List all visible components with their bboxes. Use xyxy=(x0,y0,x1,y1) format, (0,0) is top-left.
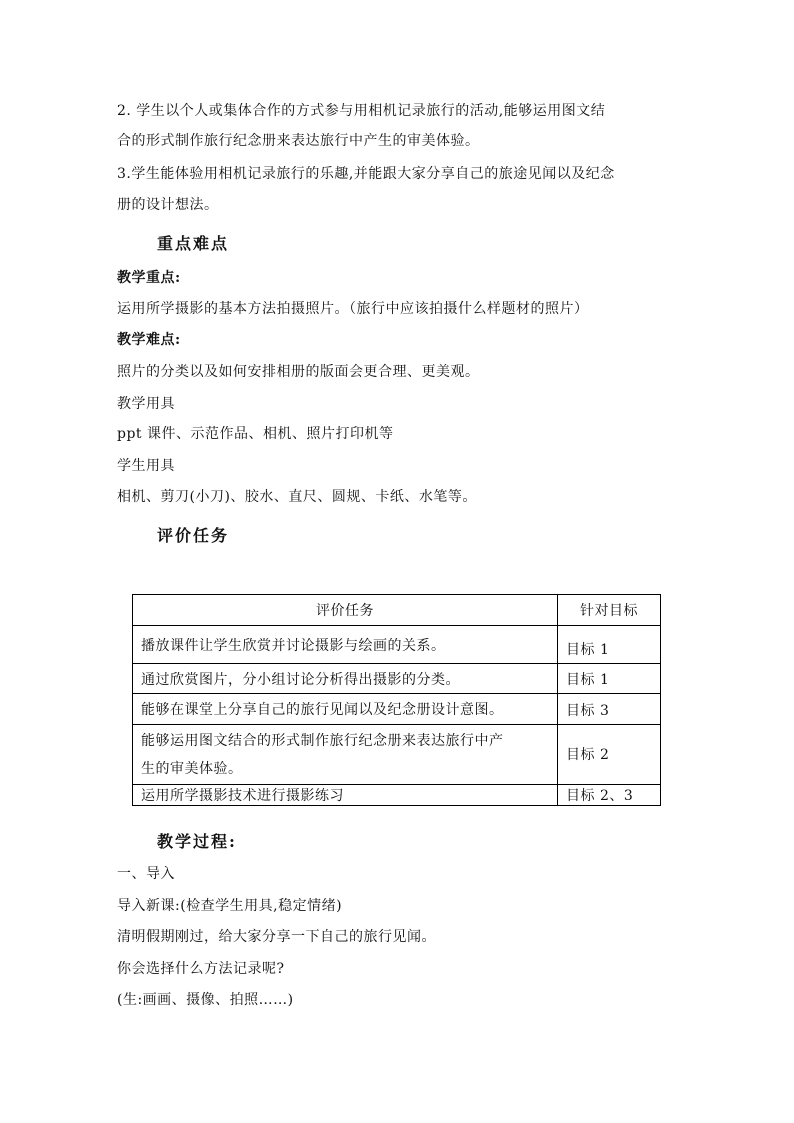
student-tools-label: 学生用具 xyxy=(117,458,175,474)
task-cell: 通过欣赏图片，分小组讨论分析得出摄影的分类。 xyxy=(133,664,558,694)
column-header-goal: 针对目标 xyxy=(558,595,661,626)
task-cell-line: 生的审美体验。 xyxy=(141,760,243,777)
task-cell: 播放课件让学生欣赏并讨论摄影与绘画的关系。 xyxy=(133,626,558,664)
objective-line-4: 册的设计想法。 xyxy=(117,197,219,213)
process-line: 一、导入 xyxy=(117,866,175,882)
teacher-tools-text: ppt 课件、示范作品、相机、照片打印机等 xyxy=(117,426,394,442)
goal-cell: 目标 2、3 xyxy=(558,785,661,806)
difficulty-label: 教学难点: xyxy=(117,332,181,348)
column-header-task: 评价任务 xyxy=(133,595,558,626)
table-row xyxy=(133,785,661,806)
goal-cell: 目标 3 xyxy=(558,694,661,725)
objective-line-3: 3.学生能体验用相机记录旅行的乐趣,并能跟大家分享自己的旅途见闻以及纪念 xyxy=(117,166,615,182)
focus-label: 教学重点: xyxy=(117,270,181,286)
student-tools-text: 相机、剪刀(小刀)、胶水、直尺、圆规、卡纸、水笔等。 xyxy=(117,489,477,505)
process-heading: 教学过程: xyxy=(157,832,237,851)
table-row xyxy=(133,694,661,725)
objective-line-1: 2. 学生以个人或集体合作的方式参与用相机记录旅行的活动,能够运用图文结 xyxy=(117,103,606,119)
task-cell-line: 能够运用图文结合的形式制作旅行纪念册来表达旅行中产 xyxy=(141,732,504,749)
key-points-heading: 重点难点 xyxy=(157,234,230,253)
process-line: 导入新课:(检查学生用具,稳定情绪) xyxy=(117,898,343,914)
focus-text: 运用所学摄影的基本方法拍摄照片。（旅行中应该拍摄什么样题材的照片） xyxy=(117,301,589,317)
teacher-tools-label: 教学用具 xyxy=(117,396,175,412)
task-cell: 能够在课堂上分享自己的旅行见闻以及纪念册设计意图。 xyxy=(133,694,558,725)
difficulty-text: 照片的分类以及如何安排相册的版面会更合理、更美观。 xyxy=(117,364,480,380)
evaluation-heading: 评价任务 xyxy=(157,526,230,545)
table-row xyxy=(133,664,661,694)
process-line: 你会选择什么方法记录呢? xyxy=(117,961,285,977)
process-line: (生:画画、摄像、拍照……) xyxy=(117,992,294,1008)
table-header-row xyxy=(133,595,661,626)
evaluation-table xyxy=(132,594,661,806)
goal-cell: 目标 2 xyxy=(558,725,661,785)
table-row xyxy=(133,725,661,785)
task-cell xyxy=(133,725,558,785)
goal-cell: 目标 1 xyxy=(558,626,661,664)
objective-line-2: 合的形式制作旅行纪念册来表达旅行中产生的审美体验。 xyxy=(117,133,480,149)
task-cell: 运用所学摄影技术进行摄影练习 xyxy=(133,785,558,806)
table-row xyxy=(133,626,661,664)
goal-cell: 目标 1 xyxy=(558,664,661,694)
process-line: 清明假期刚过，给大家分享一下自己的旅行见闻。 xyxy=(117,929,436,945)
